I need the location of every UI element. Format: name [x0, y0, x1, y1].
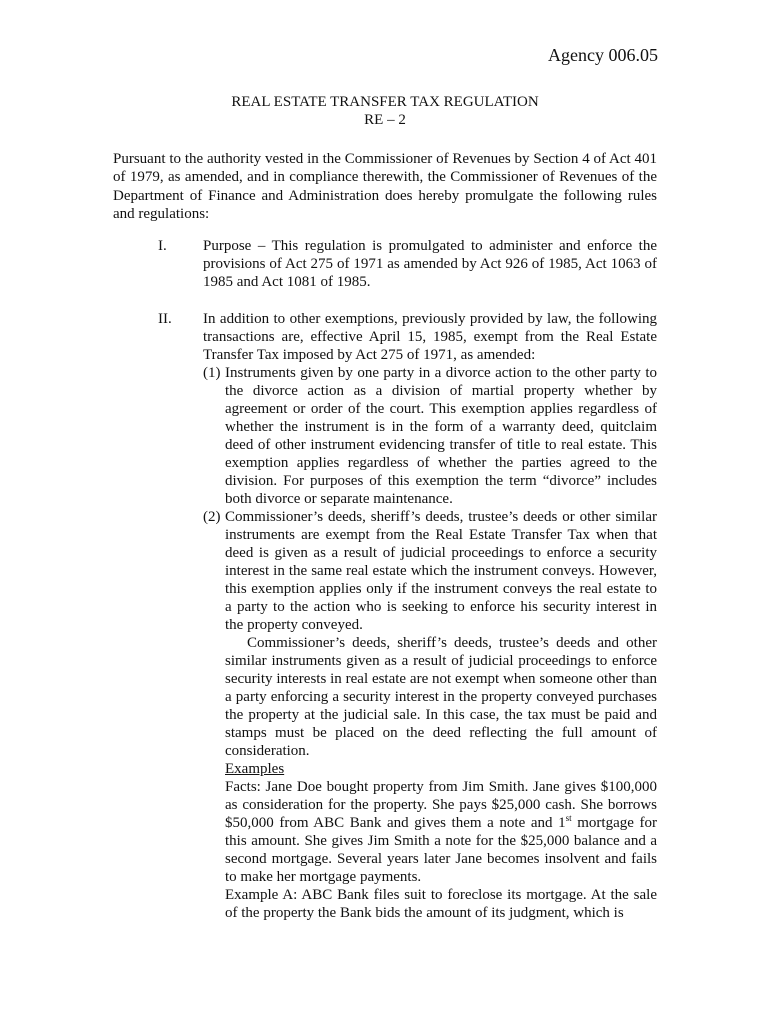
intro-paragraph: Pursuant to the authority vested in the Commissioner of Revenues by Section 4 of Act 401 of 1979, as amended, and in compliance therewith, the Commissioner of Revenues of the Department of Finance and Administration does hereby promulgate the following rules and regulations: — [113, 151, 657, 223]
section-text: In addition to other exemptions, previously provided by law, the following transactions are, effective April 15, 1985, exempt from the Real Estate Transfer Tax imposed by Act 275 of 1971, as amended: — [203, 311, 657, 363]
examples-heading: Examples — [225, 761, 285, 777]
title-line-2: RE – 2 — [364, 112, 406, 128]
facts-superscript: st — [565, 813, 572, 823]
facts-paragraph — [203, 778, 657, 886]
title-line-1: REAL ESTATE TRANSFER TAX REGULATION — [231, 94, 539, 110]
facts-text-2: mortgage for this amount. She gives Jim Smith a note for the $25,000 balance and a second mortgage. Several years later Jane becomes insolvent and fails to make her mortgage payments. — [225, 815, 657, 885]
item-number: (2) — [203, 509, 221, 525]
exemption-item-1 — [203, 364, 657, 508]
item-number: (1) — [203, 365, 221, 381]
section-body — [203, 310, 657, 922]
item-2-paragraph-2: Commissioner’s deeds, sheriff’s deeds, trustee’s deeds and other similar instruments given as a result of judicial proceedings to enforce security interests in real estate are not exempt when someone other than a party enforcing a security interest in the property conveyed purchases the property at the judicial sale. In this case, the tax must be paid and stamps must be placed on the deed reflecting the full amount of consideration. — [225, 635, 657, 759]
agency-number: Agency 006.05 — [548, 45, 658, 65]
item-text: Commissioner’s deeds, sheriff’s deeds, trustee’s deeds or other similar instruments are exempt from the Real Estate Transfer Tax when that deed is given as a result of judicial proceedings to enforce a security interest in the same real estate which the instrument conveys. However, this exemption applies only if the instrument conveys the real estate to a party to the action who is seeking to enforce his security interest in the property conveyed. — [225, 509, 657, 633]
facts-text-1: Facts: Jane Doe bought property from Jim Smith. Jane gives $100,000 as consideration for the property. She pays $25,000 cash. She borrows $50,000 from ABC Bank and gives them a note and 1 — [225, 779, 657, 831]
section-number: I. — [158, 238, 167, 254]
section-number: II. — [158, 311, 172, 327]
example-a-paragraph: Example A: ABC Bank files suit to foreclose its mortgage. At the sale of the property the Bank bids the amount of its judgment, which is — [225, 887, 657, 921]
exemption-item-2 — [203, 508, 657, 634]
section-text: Purpose – This regulation is promulgated to administer and enforce the provisions of Act 275 of 1971 as amended by Act 926 of 1985, Act 1063 of 1985 and Act 1081 of 1985. — [203, 238, 657, 290]
document-title — [0, 93, 770, 129]
item-text: Instruments given by one party in a divorce action to the other party to the divorce action as a division of martial property whether by agreement or order of the court. This exemption applies regardless of whether the instrument is in the form of a warranty deed, quitclaim deed of other instrument evidencing transfer of title to real estate. This exemption applies regardless of whether the parties agreed to the division. For purposes of this exemption the term “divorce” includes both divorce or separate maintenance. — [225, 365, 657, 507]
